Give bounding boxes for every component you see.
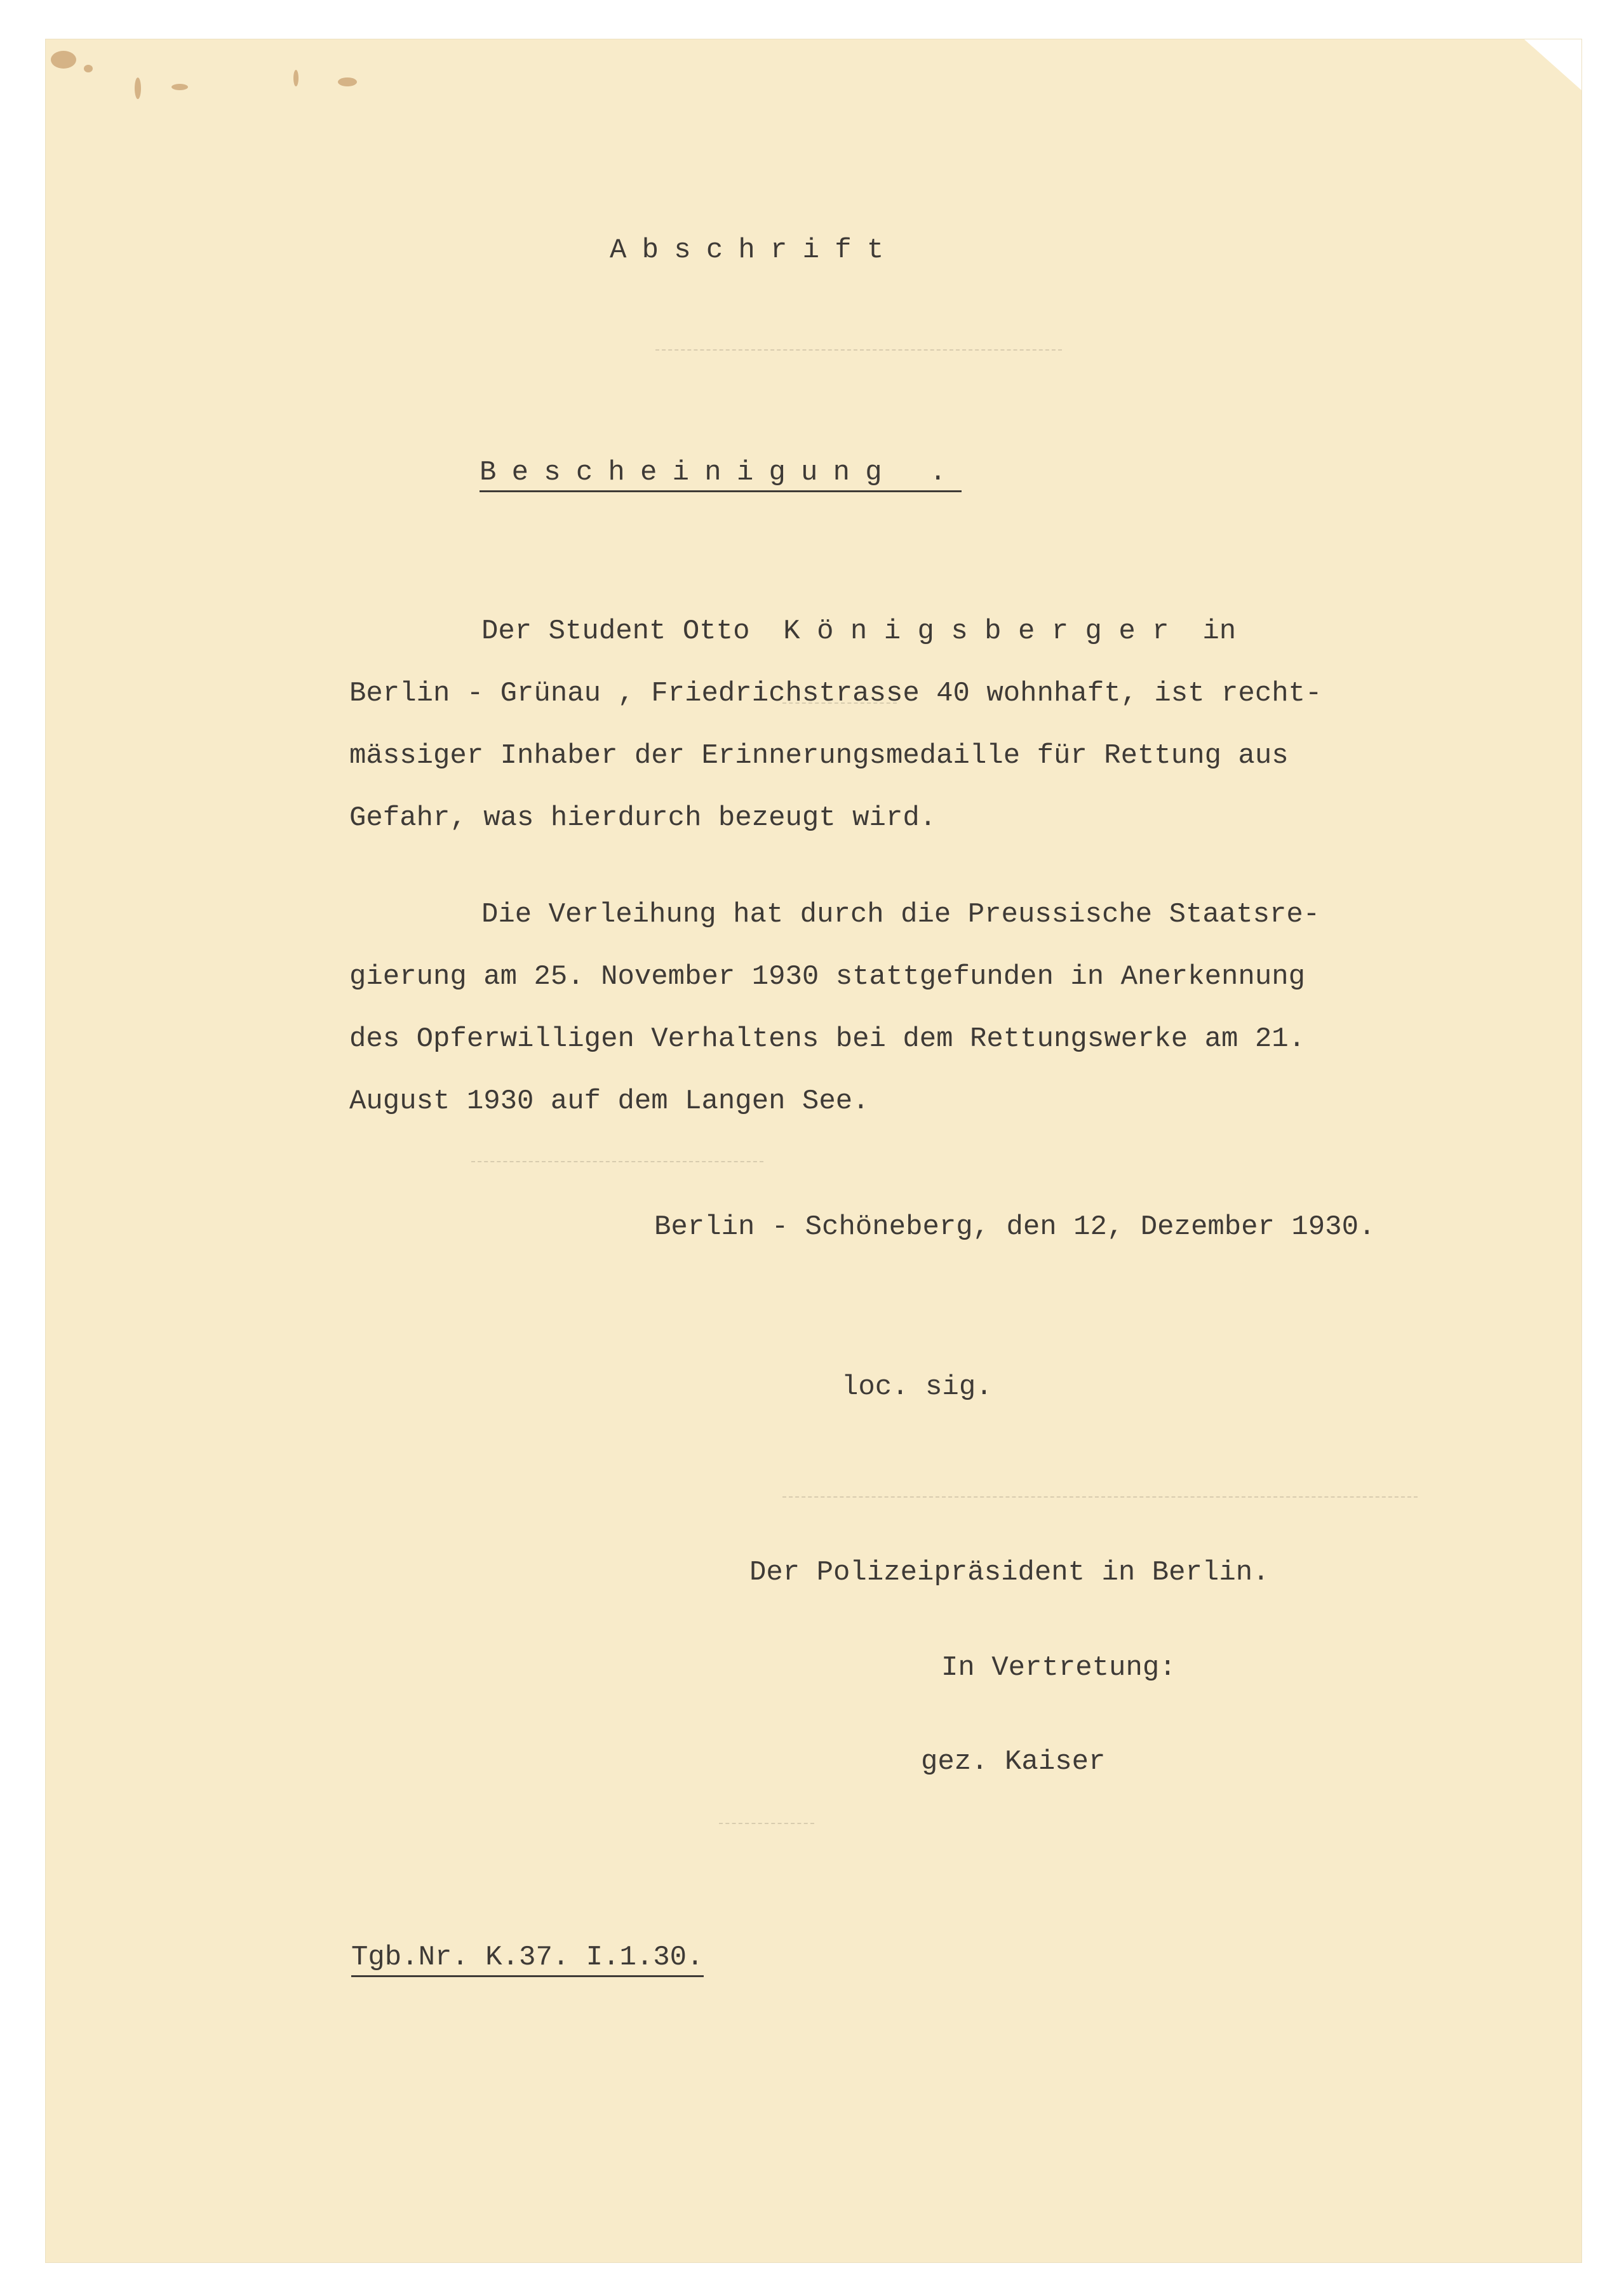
rust-stain <box>338 77 357 86</box>
paragraph-1-line-2: Berlin - Grünau , Friedrichstrasse 40 wohnhaft, ist recht- <box>349 678 1322 709</box>
rust-stain <box>293 70 299 86</box>
reference-number: Tgb.Nr. K.37. I.1.30. <box>351 1943 704 1977</box>
paragraph-2-line-2: gierung am 25. November 1930 stattgefunden in Anerkennung <box>349 961 1306 993</box>
paragraph-2-line-3: des Opferwilligen Verhaltens bei dem Rettungswerke am 21. <box>349 1023 1306 1055</box>
signatory: gez. Kaiser <box>921 1746 1106 1778</box>
paragraph-1-line-3: mässiger Inhaber der Erinnerungsmedaille für Rettung aus <box>349 740 1289 772</box>
faint-rule <box>471 1161 763 1162</box>
rust-stain <box>84 65 93 72</box>
rust-stain <box>51 51 76 69</box>
issuing-authority: Der Polizeipräsident in Berlin. <box>749 1557 1270 1588</box>
document-sheet <box>46 39 1581 2262</box>
paragraph-1-line-1: Der Student Otto K ö n i g s b e r g e r in <box>481 615 1237 647</box>
folded-corner <box>1524 39 1581 90</box>
faint-rule <box>719 1823 814 1824</box>
paragraph-1-line-4: Gefahr, was hierdurch bezeugt wird. <box>349 802 937 834</box>
deputy-label: In Vertretung: <box>941 1652 1176 1684</box>
rust-stain <box>135 77 141 99</box>
seal-note: loc. sig. <box>842 1371 993 1403</box>
faint-rule <box>782 1496 1418 1498</box>
rust-stain <box>171 84 188 90</box>
document-title: Bescheinigung . <box>480 459 962 492</box>
paragraph-2-line-4: August 1930 auf dem Langen See. <box>349 1085 869 1117</box>
paragraph-2-line-1: Die Verleihung hat durch die Preussische Staatsre- <box>481 899 1320 930</box>
place-and-date: Berlin - Schöneberg, den 12, Dezember 1930. <box>654 1211 1376 1243</box>
faint-rule <box>655 349 1062 351</box>
document-header: Abschrift <box>610 234 899 266</box>
